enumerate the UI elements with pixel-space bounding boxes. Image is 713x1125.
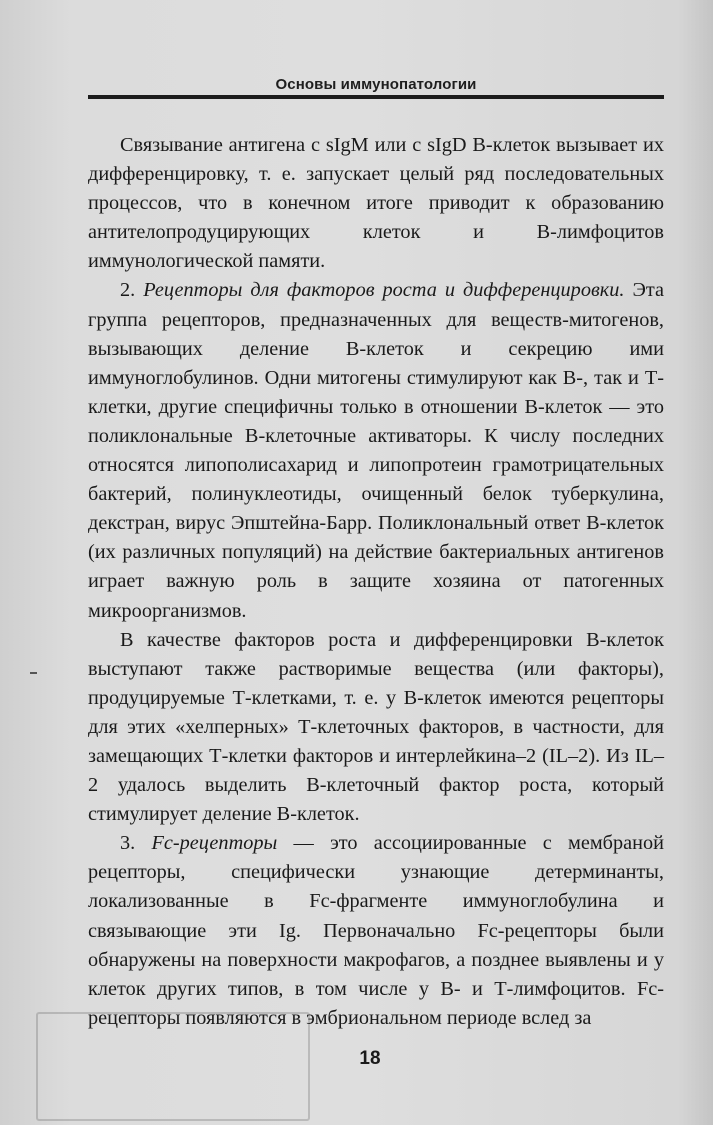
paragraph-4-heading: Fc-рецепторы: [151, 832, 278, 855]
paragraph-4: [88, 829, 664, 1033]
paragraph-1: Связывание антигена с sIgM или с sIgD В-клеток вызывает их дифференцировку, т. е. запускает целый ряд последовательных процессов, что в конечном итоге приводит к образованию антителопродуцирующих клеток и В-лимфоцитов иммунологической памяти.: [88, 134, 664, 273]
paragraph-2-number: 2.: [120, 279, 136, 302]
library-stamp-bleedthrough: [36, 1012, 310, 1121]
body-text: [88, 131, 664, 1033]
page-number: 18: [359, 1048, 381, 1069]
paragraph-2-heading: Рецепторы для факторов роста и дифференцировки.: [143, 279, 625, 302]
paragraph-3: В качестве факторов роста и дифференцировки В-клеток выступают также растворимые вещества (или факторы), продуцируемые Т-клетками, т. е. у В-клеток имеются рецепторы для этих «хелперных» Т-клеточных факторов, в частности, для замещающих Т-клетки факторов и интерлейкина–2 (IL–2). Из IL–2 удалось выделить В-клеточный фактор роста, который стимулирует деление В-клеток.: [88, 628, 664, 826]
header-rule: [88, 95, 664, 99]
margin-mark: [30, 672, 37, 674]
running-head: Основы иммунопатологии: [275, 76, 477, 93]
paragraph-2: [88, 276, 664, 625]
paragraph-4-number: 3.: [120, 832, 136, 855]
paragraph-4-text: — это ассоциированные с мембраной рецепторы, специфически узнающие детерминанты, локализованные в Fc-фрагменте иммуноглобулина и связывающие эти Ig. Первоначально Fc-рецепторы были обнаружены на поверхности макрофагов, а позднее выявлены и у клеток других типов, в том числе у В- и Т-лимфоцитов. Fc-рецепторы появляются в эмбриональном периоде вслед за: [88, 832, 664, 1029]
paragraph-2-text: Эта группа рецепторов, предназначенных для веществ-митогенов, вызывающих деление В-клеток и секрецию ими иммуноглобулинов. Одни митогены стимулируют как В-, так и Т-клетки, другие специфичны только в отношении В-клеток — это поликлональные В-клеточные активаторы. К числу последних относятся липополисахарид и липопротеин грамотрицательных бактерий, полинуклеотиды, очищенный белок туберкулина, декстран, вирус Эпштейна-Барр. Поликлональный ответ В-клеток (их различных популяций) на действие бактериальных антигенов играет важную роль в защите хозяина от патогенных микроорганизмов.: [88, 279, 664, 622]
